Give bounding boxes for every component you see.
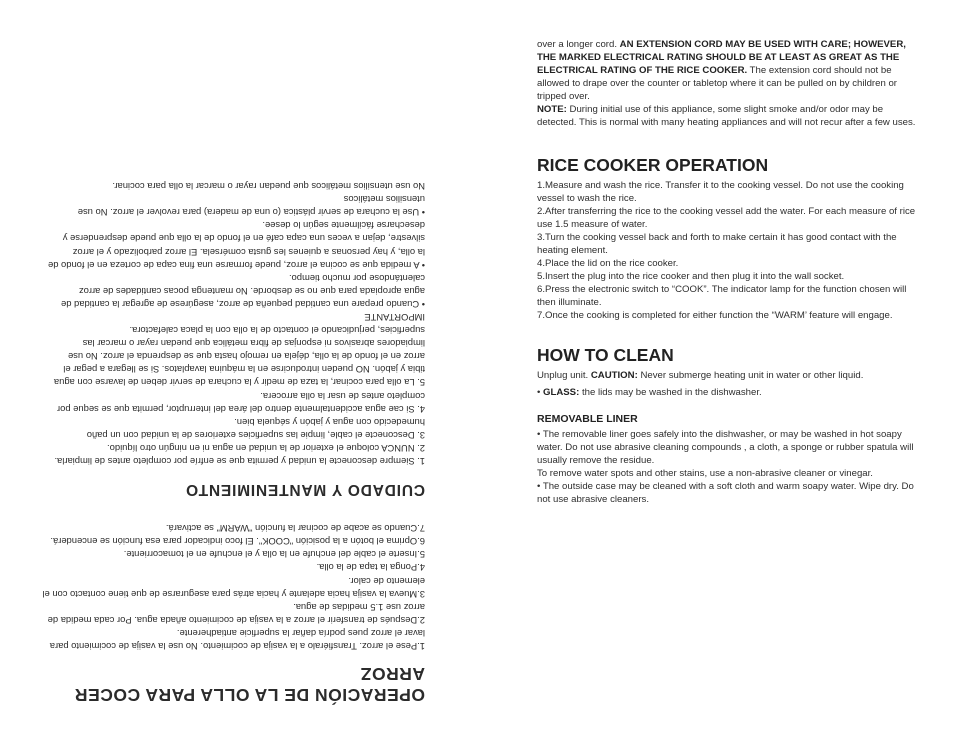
unplug-text: Unplug unit. — [537, 370, 591, 381]
cord-rest: The extension cord should not be allowed to drape over the counter or tabletop where it can be pulled on by children or tripped over. — [537, 65, 897, 102]
rice-step: 6.Press the electronic switch to “COOK”. The indicator lamp for the function chosen will then illuminate. — [537, 284, 907, 308]
liner-text: To remove water spots and other stains, use a non-abrasive cleaner or vinegar. — [537, 468, 873, 479]
spanish-important-item: • Cuando prepare una cantidad pequeña de arroz, asegúrese de agregar la cantidad de agua apropiada para que no se desborde. No mantenga pocas cantidades de arroz calentándose por mucho tiempo. — [61, 272, 425, 310]
glass-text: the lids may be washed in the dishwasher. — [579, 387, 762, 398]
spanish-important-item: No use utensilios metálicos que puedan rayar o marcar la olla para cocinar. — [112, 181, 425, 193]
removable-liner-title: REMOVABLE LINER — [537, 413, 638, 425]
spanish-step: 1.Pese el arroz. Transfiéralo a la vasija de cocimiento. No use la vasija de cocimiento para lavar el arroz pues podría dañar la superficie antiadherente. — [49, 627, 425, 652]
caution-text: Never submerge heating unit in water or other liquid. — [637, 370, 864, 381]
spanish-care-item: 1. Siempre desconecte la unidad y permita que se enfríe por completo antes de limpiarla. — [54, 456, 425, 468]
spanish-step: 4.Ponga la tapa de la olla. — [316, 562, 425, 574]
liner-text: • The outside case may be cleaned with a soft cloth and warm soapy water. Wipe dry. Do not use abrasive cleaners. — [537, 481, 914, 505]
spanish-step: 2.Después de transferir el arroz a la vasija de cocimiento añada agua. Por cada medida de arroz use 1.5 medidas de agua. — [47, 601, 425, 626]
spanish-step: 7.Cuando se acabe de cocinar la función "WARM" se activará. — [165, 523, 425, 535]
spanish-care-item: 5. La olla para cocinar, la taza de medir y la cuchara de servir deben de lavarse con agua tibia y jabón. NO pueden introducirse en la máquina lavaplatos. Si se llegara a pegar el arroz en el fondo de la olla, déjela en remojo hasta que se desprenda el arroz. No use limpiadores abrasivos ni esponjas de fibra metálica que puedan rayar o marcar las superficies, perjudicando el contacto de la olla con la placa calefactora. — [53, 325, 425, 389]
note-label: NOTE: — [537, 104, 567, 115]
liner-text: • The removable liner goes safely into the dishwasher, or may be washed in hot soapy water. Do not use abrasive cleaning compounds , a cloth, a sponge or rubber spatula will usually remove the residue. — [537, 429, 914, 466]
glass-bullet: • — [537, 387, 544, 398]
spanish-operation-title: OPERACIÓN DE LA OLLA PARA COCER ARROZ — [74, 664, 425, 705]
spanish-care-title: CUIDADO Y MANTENIMIENTO — [185, 481, 425, 499]
caution-label: CAUTION: — [590, 370, 638, 381]
rice-operation-title: RICE COOKER OPERATION — [537, 155, 769, 175]
spanish-care-item: 4. Si cae agua accidentalmente dentro del área del interruptor, permita que se seque por completo antes de usar la olla arrocera. — [57, 390, 425, 415]
rice-step: 3.Turn the cooking vessel back and forth to make certain it has good contact with the heating element. — [537, 232, 897, 256]
spanish-care-item: 3. Desconecte el cable, limpie las superficies exteriores de la unidad con un paño humedecido con agua y jabón y séquela bien. — [86, 416, 425, 441]
english-content — [537, 38, 917, 506]
how-to-clean-section — [537, 345, 917, 506]
note-paragraph — [537, 103, 917, 129]
cord-warning: AN EXTENSION CORD MAY BE USED WITH CARE; HOWEVER, THE MARKED ELECTRICAL RATING SHOULD BE AT LEAST AS GREAT AS THE ELECTRICAL RATING OF THE RICE COOKER. — [537, 39, 906, 76]
rice-step: 2.After transferring the rice to the cooking vessel add the water. For each measure of rice use 1.5 measure of water. — [537, 206, 916, 230]
note-text: During initial use of this appliance, some slight smoke and/or odor may be detected. This is normal with many heating appliances and will not recur after a few uses. — [537, 104, 916, 128]
spanish-content — [40, 85, 425, 705]
glass-label: GLASS: — [543, 387, 580, 398]
glass-paragraph — [537, 386, 917, 399]
rice-cooker-operation-section — [537, 155, 917, 322]
how-to-clean-title: HOW TO CLEAN — [537, 345, 674, 365]
rice-step: 1.Measure and wash the rice. Transfer it to the cooking vessel. Do not use the cooking vessel to wash the rice. — [537, 180, 904, 204]
spanish-care-section — [40, 180, 425, 498]
spanish-step: 6.Oprima el botón a la posición "COOK". El foco indicador para esa función se encenderá. — [50, 536, 425, 548]
extension-cord-paragraph — [537, 38, 917, 103]
spanish-step: 5.Inserte el cable del enchufe en la olla y el enchufe en el tomacorriente. — [123, 549, 425, 561]
rice-step: 7.Once the cooking is completed for either function the “WARM’ feature will engage. — [537, 310, 893, 321]
rice-step: 4.Place the lid on the rice cooker. — [537, 258, 679, 269]
rice-step: 5.Insert the plug into the rice cooker and then plug it into the wall socket. — [537, 271, 845, 282]
spanish-important-label: IMPORTANTE — [364, 312, 425, 324]
spanish-operation-steps — [40, 522, 425, 653]
cord-intro: over a longer cord. — [537, 39, 620, 50]
spanish-step: 3.Mueva la vasija hacia adelante y hacia atrás para asegurarse de que tiene contacto con el elemento de calor. — [42, 575, 425, 600]
spanish-care-item: 2. NUNCA coloque el exterior de la unidad en agua ni en ningún otro líquido. — [107, 442, 425, 454]
english-page — [477, 0, 954, 738]
caution-paragraph — [537, 369, 917, 382]
spanish-important-item: • A medida que se cocina el arroz, puede formarse una fina capa de corteza en el fondo de la olla, y hay personas a quienes les gusta comérsela. El arroz parbolizado y el arroz silvestre, dejan a veces una capa café en el fondo de la olla que puede desprenderse y desecharse fácilmente según lo desee. — [48, 220, 425, 271]
spanish-important-item: • Use la cuchara de servir plástica (o una de madera) para revolver el arroz. No use utensilios metálicos — [77, 194, 425, 219]
